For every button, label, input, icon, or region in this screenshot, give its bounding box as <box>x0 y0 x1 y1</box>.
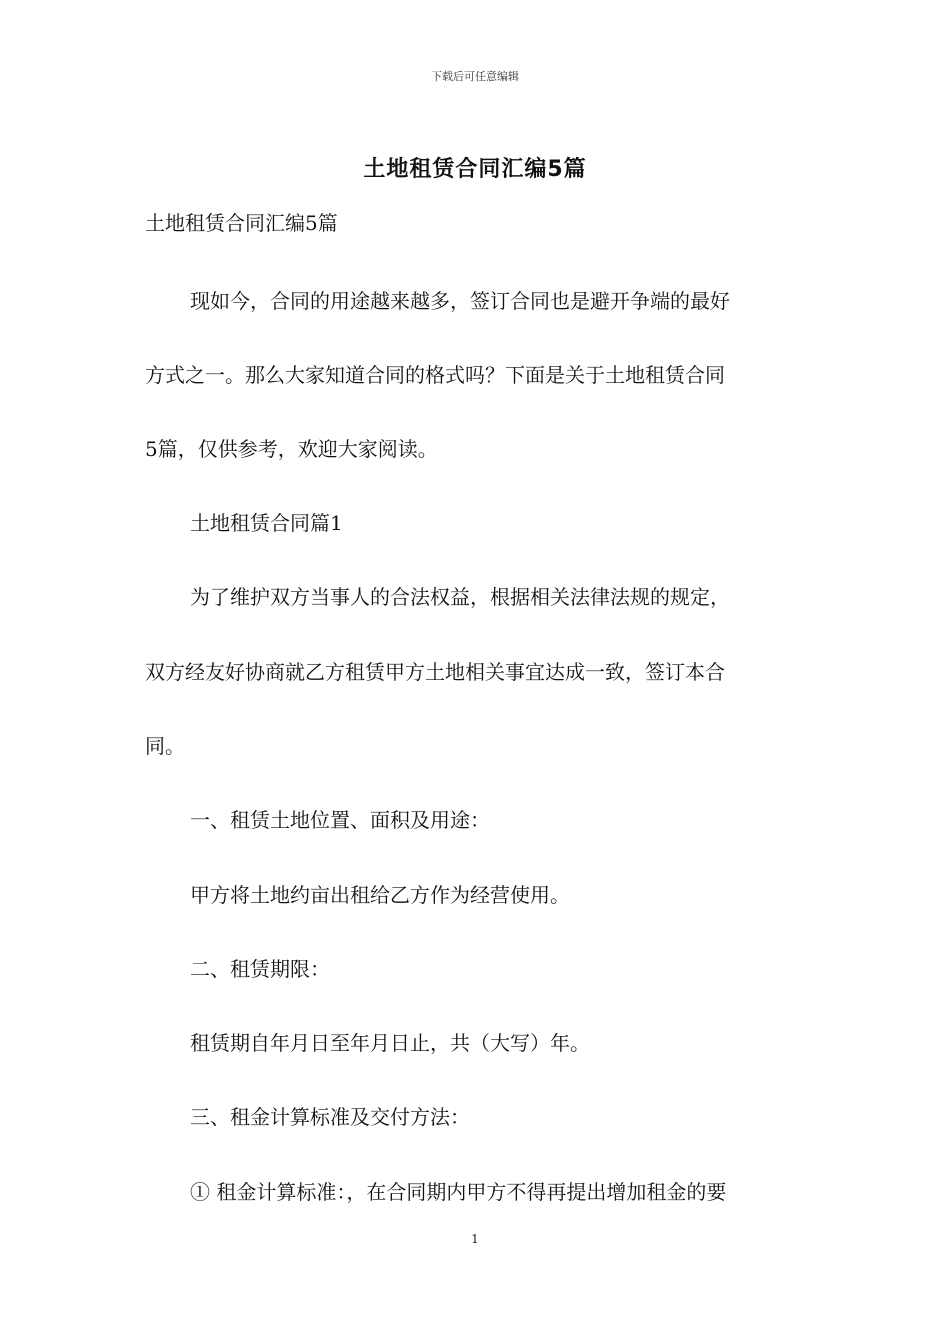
clause-heading: 二、租赁期限： <box>190 957 330 981</box>
paragraph-line: 为了维护双方当事人的合法权益，根据相关法律法规的规定， <box>190 585 730 609</box>
paragraph-line: 5篇，仅供参考，欢迎大家阅读。 <box>145 437 438 461</box>
section-heading: 土地租赁合同篇1 <box>190 511 343 535</box>
page-number: 1 <box>471 1232 479 1246</box>
paragraph-line: 甲方将土地约亩出租给乙方作为经营使用。 <box>190 883 570 907</box>
document-title: 土地租赁合同汇编5篇 <box>363 157 587 182</box>
paragraph-line: 租赁期自年月日至年月日止，共（大写）年。 <box>190 1031 590 1055</box>
subtitle-line: 土地租赁合同汇编5篇 <box>145 211 338 235</box>
clause-heading: 三、租金计算标准及交付方法： <box>190 1105 470 1129</box>
header-note: 下载后可任意编辑 <box>431 70 519 83</box>
paragraph-line: 同。 <box>145 734 185 758</box>
paragraph-line: ① 租金计算标准：，在合同期内甲方不得再提出增加租金的要 <box>190 1180 727 1204</box>
paragraph-line: 方式之一。那么大家知道合同的格式吗？下面是关于土地租赁合同 <box>145 363 725 387</box>
paragraph-line: 双方经友好协商就乙方租赁甲方土地相关事宜达成一致，签订本合 <box>145 660 725 684</box>
paragraph-line: 现如今，合同的用途越来越多，签订合同也是避开争端的最好 <box>190 289 730 313</box>
clause-heading: 一、租赁土地位置、面积及用途： <box>190 808 490 832</box>
